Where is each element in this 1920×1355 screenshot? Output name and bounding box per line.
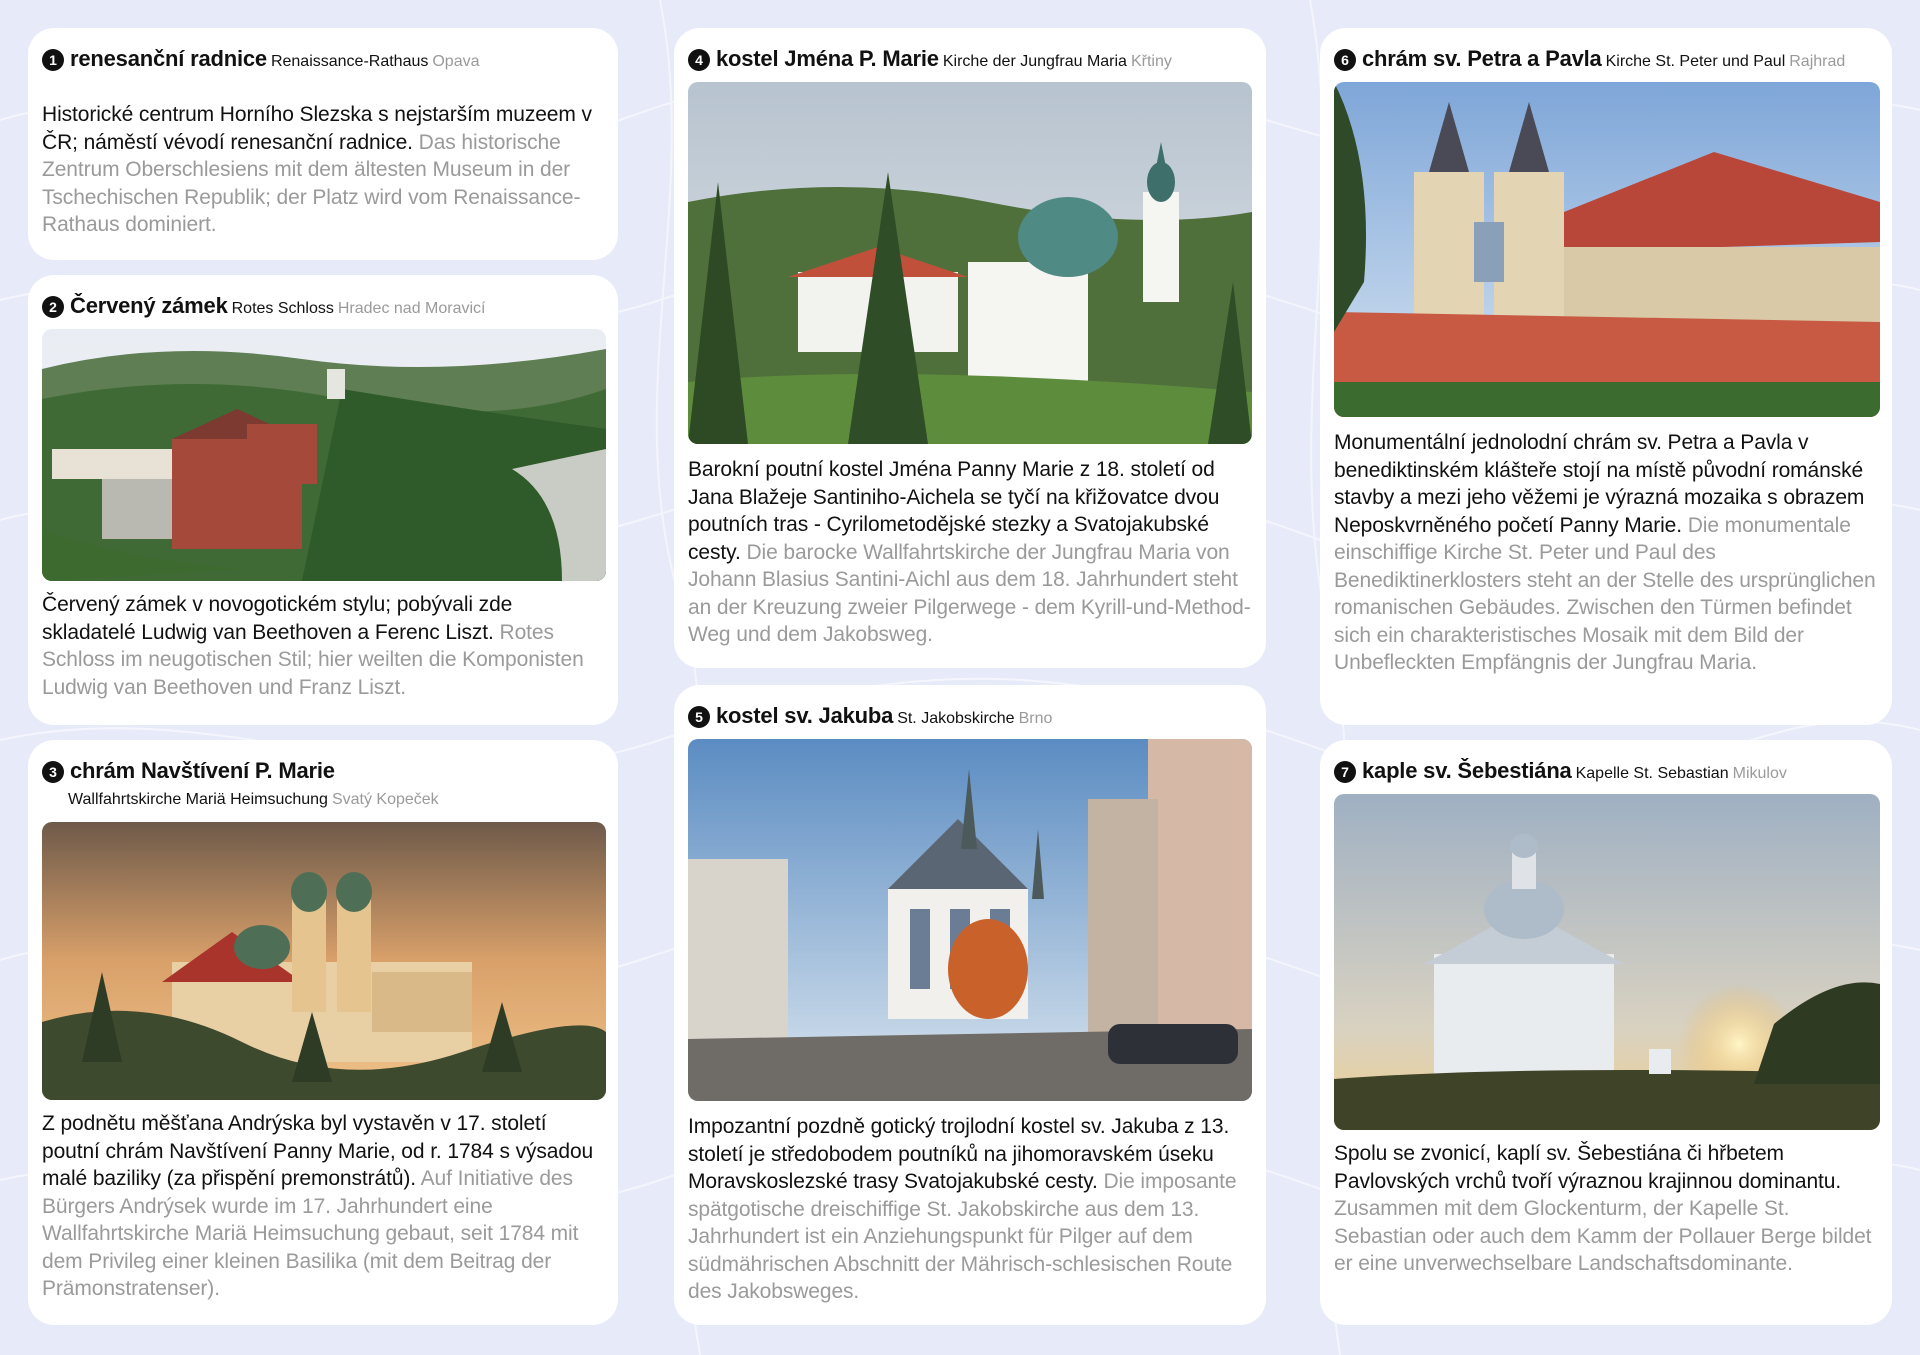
- title-czech: kostel Jména P. Marie: [716, 46, 939, 71]
- card-text: [1334, 429, 1880, 677]
- card-krtiny: [674, 28, 1266, 668]
- text-czech: Barokní poutní kostel Jména Panny Marie z 18. století od Jana Blažeje Santiniho-Aichela se tyčí na křižovatce dvou poutních tras - Cyrilometodějské stezky a Svatojakubské cesty.: [688, 458, 1220, 564]
- title-czech: Červený zámek: [70, 293, 228, 318]
- title-german: Rotes Schloss: [231, 300, 334, 317]
- number-badge: 6: [1334, 49, 1356, 71]
- card-header: [42, 46, 608, 75]
- text-german: Rotes Schloss im neugotischen Stil; hier weilten die Komponisten Ludwig van Beethoven und Franz Liszt.: [42, 620, 584, 699]
- card-text: [1334, 1140, 1880, 1278]
- number-badge: 2: [42, 296, 64, 318]
- card-text: [688, 1113, 1254, 1306]
- title-german: Kapelle St. Sebastian: [1575, 765, 1729, 782]
- text-german: Die monumentale einschiffige Kirche St. Peter und Paul des Benediktinerklosters steht an der Stelle des ursprünglichen romanischen Gebäudes. Zwischen den Türmen befindet sich ein charakteristisches Mosaik mit dem Bild der Unbefleckten Empfängnis der Jungfrau Maria.: [1334, 513, 1876, 674]
- place-name: Mikulov: [1732, 765, 1787, 782]
- number-badge: 3: [42, 761, 64, 783]
- photo-monastery-church: [1334, 82, 1880, 417]
- number-badge: 4: [688, 49, 710, 71]
- photo-gothic-church-street: [688, 739, 1252, 1101]
- card-svaty-kopecek: [28, 740, 618, 1325]
- card-text: [42, 101, 606, 239]
- subtitle-line: [68, 790, 439, 810]
- card-header: [1334, 758, 1882, 787]
- card-text: [42, 591, 606, 701]
- card-text: [42, 1110, 606, 1303]
- photo-basilica-sunset: [42, 822, 606, 1100]
- title-czech: kaple sv. Šebestiána: [1362, 758, 1572, 783]
- text-german: Zusammen mit dem Glockenturm, der Kapelle St. Sebastian oder auch dem Kamm der Pollauer Berge bildet er eine unverwechselbare Landschaftsdominante.: [1334, 1197, 1872, 1275]
- card-brno: [674, 685, 1266, 1325]
- place-name: Rajhrad: [1789, 53, 1846, 70]
- text-german: Das historische Zentrum Oberschlesiens mit dem ältesten Museum in der Tschechischen Republik; der Platz wird vom Renaissance-Rathaus dominiert.: [42, 130, 581, 236]
- text-german: Die barocke Wallfahrtskirche der Jungfrau Maria von Johann Blasius Santini-Aichl aus dem 18. Jahrhundert steht an der Kreuzung zweier Pilgerwege - dem Kyrill-und-Method-Weg und dem Jakobsweg.: [688, 540, 1251, 646]
- place-name: Brno: [1018, 710, 1053, 727]
- place-name: Svatý Kopeček: [331, 791, 439, 808]
- number-badge: 1: [42, 49, 64, 71]
- card-header: [688, 703, 1256, 732]
- title-german: Kirche St. Peter und Paul: [1605, 53, 1786, 70]
- card-mikulov: [1320, 740, 1892, 1325]
- card-hradec: [28, 275, 618, 725]
- text-czech: Z podnětu měšťana Andrýska byl vystavěn v 17. století poutní chrám Navštívení Panny Marie, od r. 1784 s výsadou malé baziliky (za přispění premonstrátů).: [42, 1112, 594, 1190]
- text-german: Die imposante spätgotische dreischiffige St. Jakobskirche aus dem 13. Jahrhundert ist ein Anziehungspunkt für Pilger auf dem südmährischen Abschnitt der Mährisch-schlesischen Route des Jakobsweges.: [688, 1170, 1237, 1303]
- title-german: Wallfahrtskirche Mariä Heimsuchung: [68, 791, 328, 808]
- card-rajhrad: [1320, 28, 1892, 725]
- card-opava: [28, 28, 618, 260]
- photo-white-chapel: [1334, 794, 1880, 1130]
- place-name: Opava: [432, 53, 480, 70]
- photo-white-church: [688, 82, 1252, 444]
- place-name: Hradec nad Moravicí: [337, 300, 486, 317]
- text-czech: Impozantní pozdně gotický trojlodní kostel sv. Jakuba z 13. století je středobodem poutníků na jihomoravském úseku Moravskoslezské trasy Svatojakubské cesty.: [688, 1115, 1230, 1193]
- place-name: Křtiny: [1130, 53, 1172, 70]
- title-czech: kostel sv. Jakuba: [716, 703, 894, 728]
- text-czech: Červený zámek v novogotickém stylu; pobývali zde skladatelé Ludwig van Beethoven a Ferenc Liszt.: [42, 593, 513, 644]
- card-header: [42, 293, 608, 322]
- card-header: [688, 46, 1256, 75]
- title-german: Kirche der Jungfrau Maria: [942, 53, 1127, 70]
- number-badge: 7: [1334, 761, 1356, 783]
- title-german: St. Jakobskirche: [897, 710, 1015, 727]
- title-czech: renesanční radnice: [70, 46, 267, 71]
- card-header: [42, 758, 608, 787]
- title-czech: chrám sv. Petra a Pavla: [1362, 46, 1602, 71]
- text-german: Auf Initiative des Bürgers Andrýsek wurde im 17. Jahrhundert eine Wallfahrtskirche Mariä Heimsuchung gebaut, seit 1784 mit dem Privileg einer kleinen Basilika (mit dem Beitrag der Prämonstratenser).: [42, 1167, 579, 1300]
- title-czech: chrám Navštívení P. Marie: [70, 758, 335, 783]
- number-badge: 5: [688, 706, 710, 728]
- card-text: [688, 456, 1254, 649]
- text-czech: Spolu se zvonicí, kaplí sv. Šebestiána či hřbetem Pavlovských vrchů tvoří výraznou krajinnou dominantu.: [1334, 1142, 1842, 1193]
- text-czech: Monumentální jednolodní chrám sv. Petra a Pavla v benediktinském klášteře stojí na místě původní románské stavby a mezi jeho věžemi je výrazná mozaika s obrazem Neposkvrněného početí Panny Marie.: [1334, 431, 1865, 537]
- text-czech: Historické centrum Horního Slezska s nejstarším muzeem v ČR; náměstí vévodí renesanční radnice.: [42, 103, 592, 154]
- card-header: [1334, 46, 1882, 75]
- photo-red-castle: [42, 329, 606, 581]
- title-german: Renaissance-Rathaus: [270, 53, 429, 70]
